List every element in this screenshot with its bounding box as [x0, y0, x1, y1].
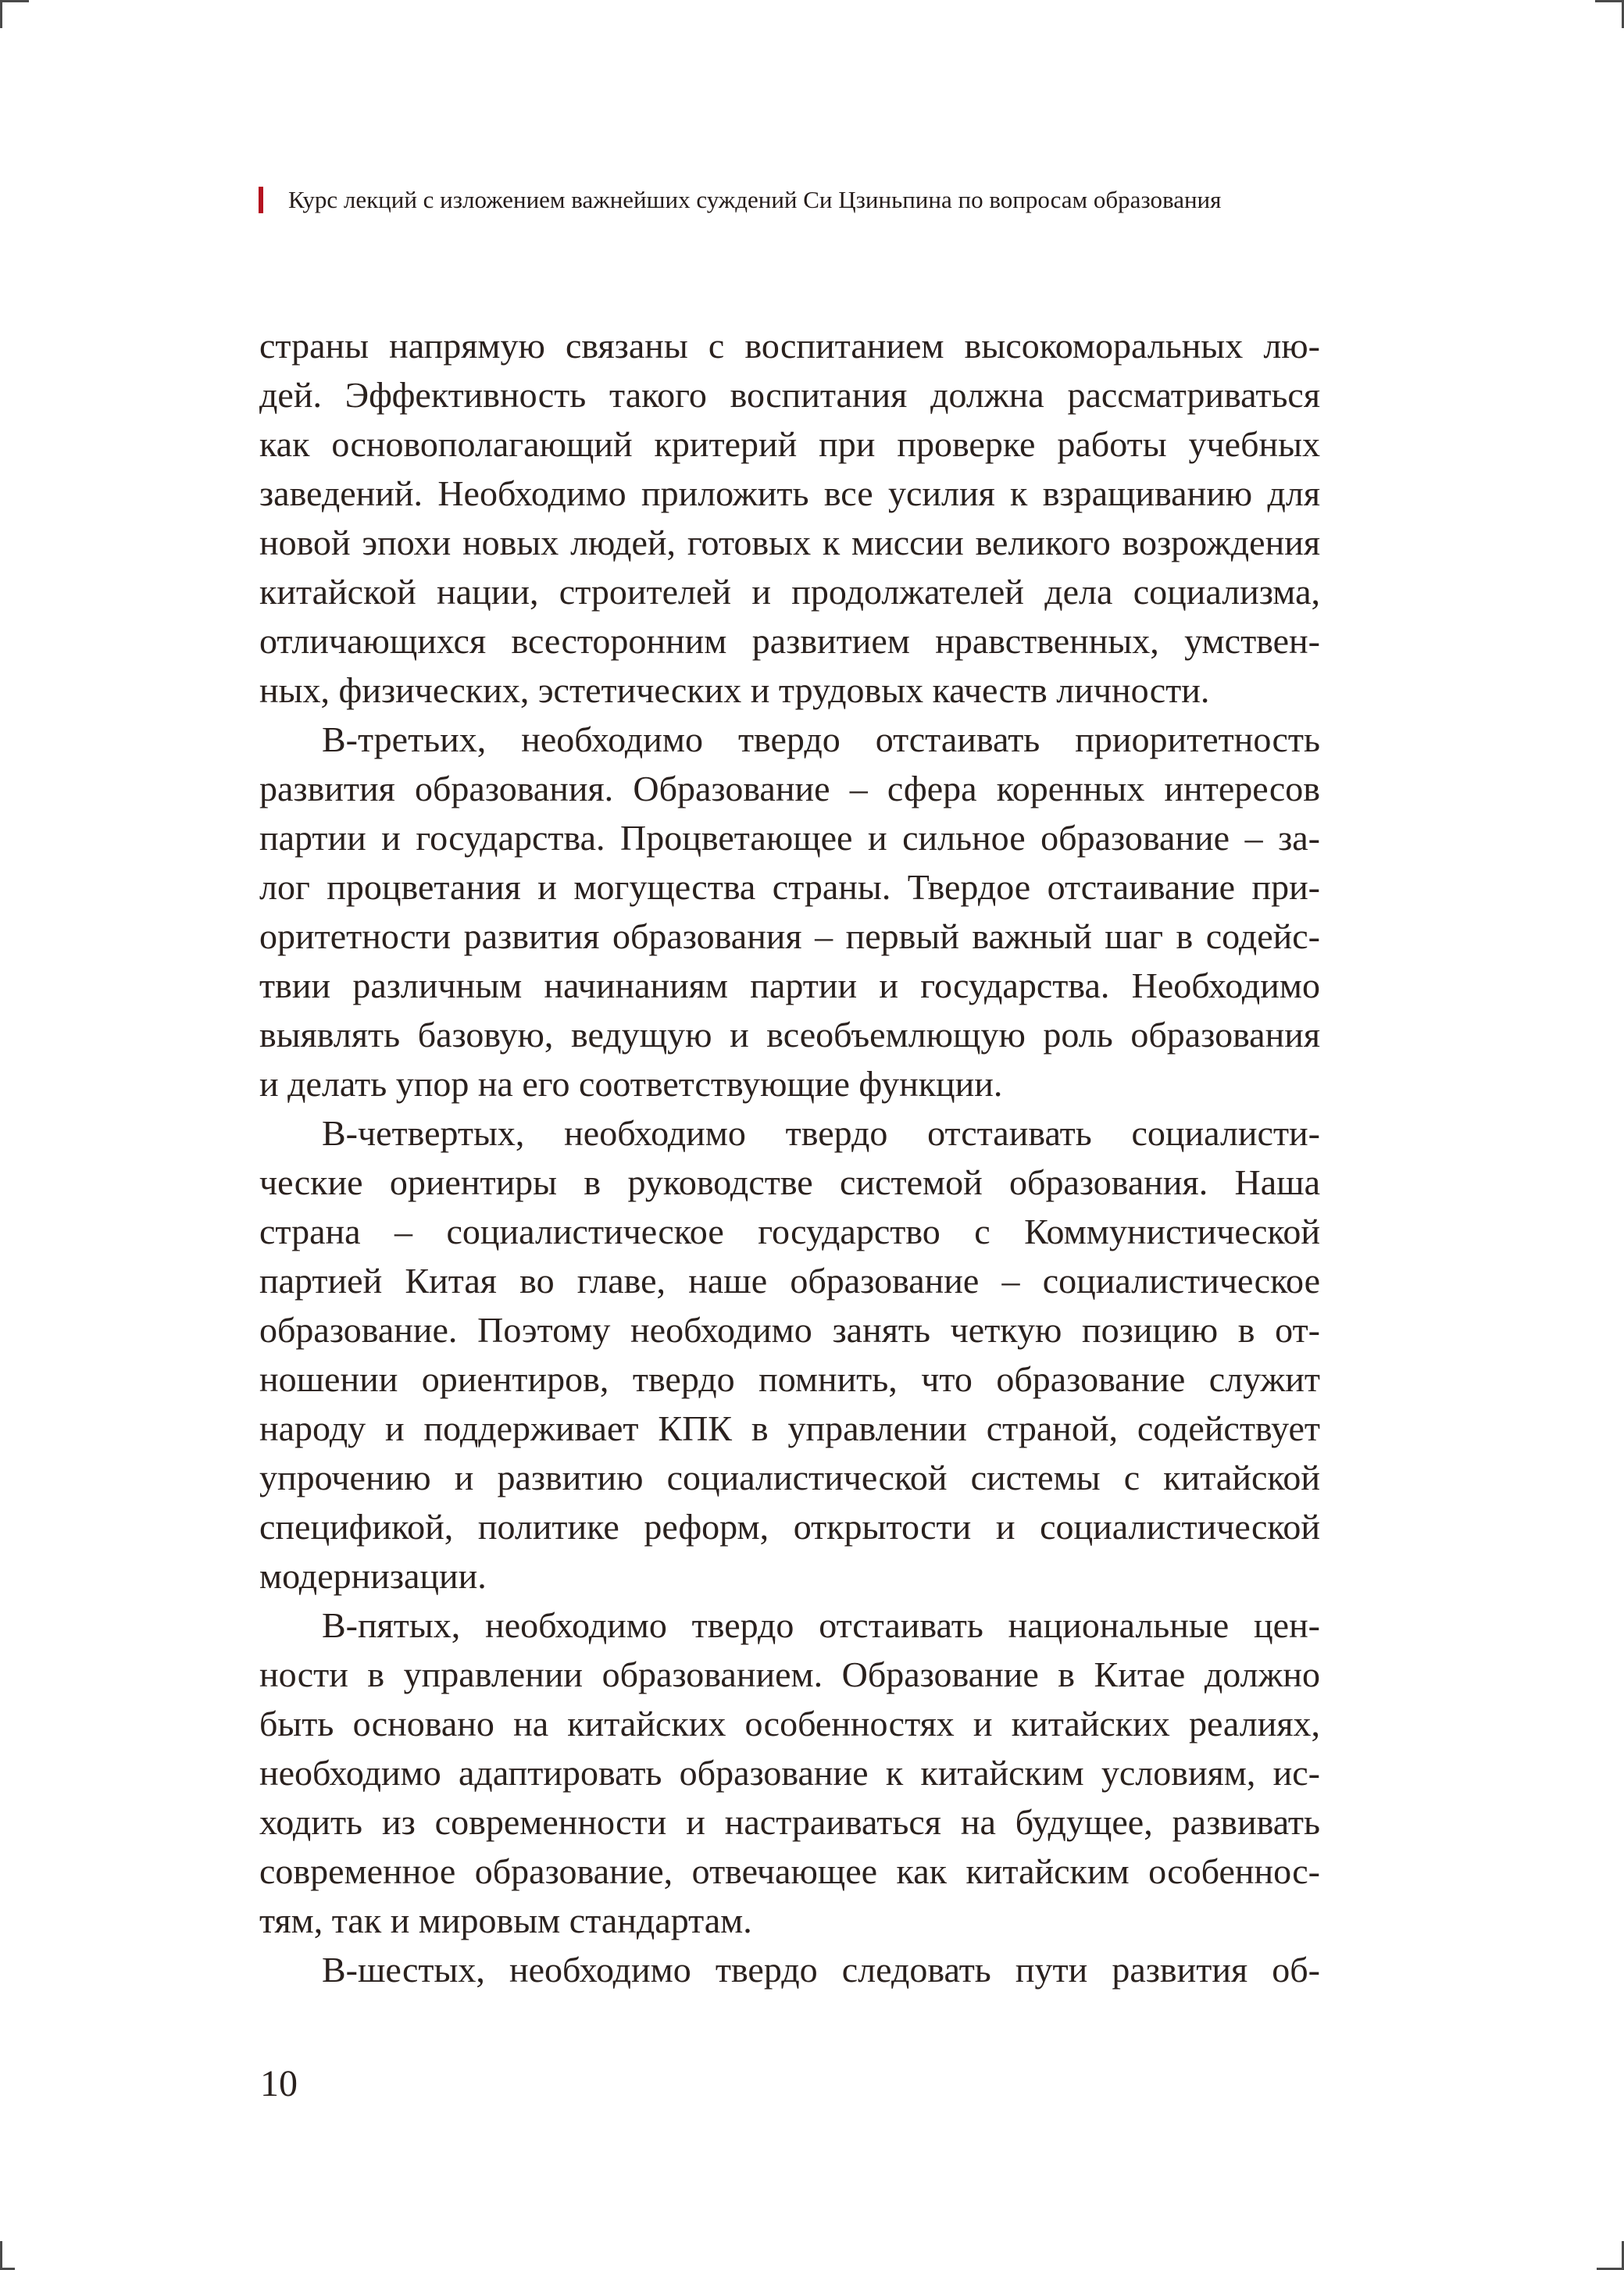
text-line: ношении ориентиров, твердо помнить, что образование служит: [259, 1359, 1320, 1399]
text-line: В-третьих, необходимо твердо отстаивать приоритетность: [322, 719, 1320, 759]
text-line: В-четвертых, необходимо твердо отстаивать социалисти-: [322, 1113, 1320, 1153]
text-line: необходимо адаптировать образование к китайским условиям, ис-: [259, 1753, 1320, 1793]
text-line: выявлять базовую, ведущую и всеобъемлющую роль образования: [259, 1015, 1320, 1055]
running-header-title: Курс лекций с изложением важнейших суждений Си Цзиньпина по вопросам образования: [288, 186, 1222, 213]
text-line: В-шестых, необходимо твердо следовать пути развития об-: [322, 1950, 1320, 1990]
text-line: партии и государства. Процветающее и сильное образование – за-: [259, 818, 1320, 858]
text-line: заведений. Необходимо приложить все усилия к взращиванию для: [259, 473, 1320, 513]
text-line: дей. Эффективность такого воспитания должна рассматриваться: [259, 375, 1320, 415]
text-line: и делать упор на его соответствующие функции.: [259, 1064, 1003, 1104]
paragraph: [259, 321, 1320, 715]
body-text: [259, 321, 1320, 1994]
text-line: современное образование, отвечающее как китайским особеннос-: [259, 1851, 1320, 1891]
text-line: твии различным начинаниям партии и государства. Необходимо: [259, 965, 1320, 1005]
text-line: новой эпохи новых людей, готовых к миссии великого возрождения: [259, 523, 1320, 562]
text-line: отличающихся всесторонним развитием нравственных, умствен-: [259, 621, 1320, 661]
text-line: народу и поддерживает КПК в управлении страной, содействует: [259, 1408, 1320, 1448]
text-line: страна – социалистическое государство с Коммунистической: [259, 1212, 1320, 1251]
crop-mark-bottom-left: [0, 2241, 2, 2270]
crop-mark-top-left: [0, 0, 2, 28]
text-line: китайской нации, строителей и продолжателей дела социализма,: [259, 572, 1320, 612]
paragraph: [259, 715, 1320, 1108]
text-line: развития образования. Образование – сфера коренных интересов: [259, 769, 1320, 808]
paragraph: [259, 1601, 1320, 1945]
text-line: образование. Поэтому необходимо занять четкую позицию в от-: [259, 1310, 1320, 1350]
text-line: лог процветания и могущества страны. Твердое отстаивание при-: [259, 867, 1320, 907]
paragraph: [259, 1108, 1320, 1601]
text-line: тям, так и мировым стандартам.: [259, 1901, 752, 1940]
crop-mark-top-right: [1595, 0, 1624, 2]
text-line: быть основано на китайских особенностях и китайских реалиях,: [259, 1704, 1320, 1744]
text-line: ческие ориентиры в руководстве системой образования. Наша: [259, 1162, 1320, 1202]
text-line: ности в управлении образованием. Образование в Китае должно: [259, 1654, 1320, 1694]
text-line: ходить из современности и настраиваться на будущее, развивать: [259, 1802, 1320, 1842]
text-line: упрочению и развитию социалистической системы с китайской: [259, 1458, 1320, 1497]
crop-mark-top-left: [0, 0, 29, 2]
text-line: модернизации.: [259, 1556, 487, 1596]
text-line: как основополагающий критерий при проверке работы учебных: [259, 424, 1320, 464]
text-line: партией Китая во главе, наше образование – социалистическое: [259, 1261, 1320, 1301]
text-line: ных, физических, эстетических и трудовых качеств личности.: [259, 670, 1210, 710]
text-line: оритетности развития образования – первый важный шаг в содейс-: [259, 916, 1320, 956]
header-accent-bar: [259, 187, 263, 213]
running-header: [259, 184, 1221, 216]
page-number: 10: [260, 2063, 298, 2104]
paragraph: [259, 1945, 1320, 1994]
text-line: В-пятых, необходимо твердо отстаивать национальные цен-: [322, 1605, 1320, 1645]
text-line: спецификой, политике реформ, открытости и социалистической: [259, 1507, 1320, 1547]
text-line: страны напрямую связаны с воспитанием высокоморальных лю-: [259, 326, 1320, 366]
